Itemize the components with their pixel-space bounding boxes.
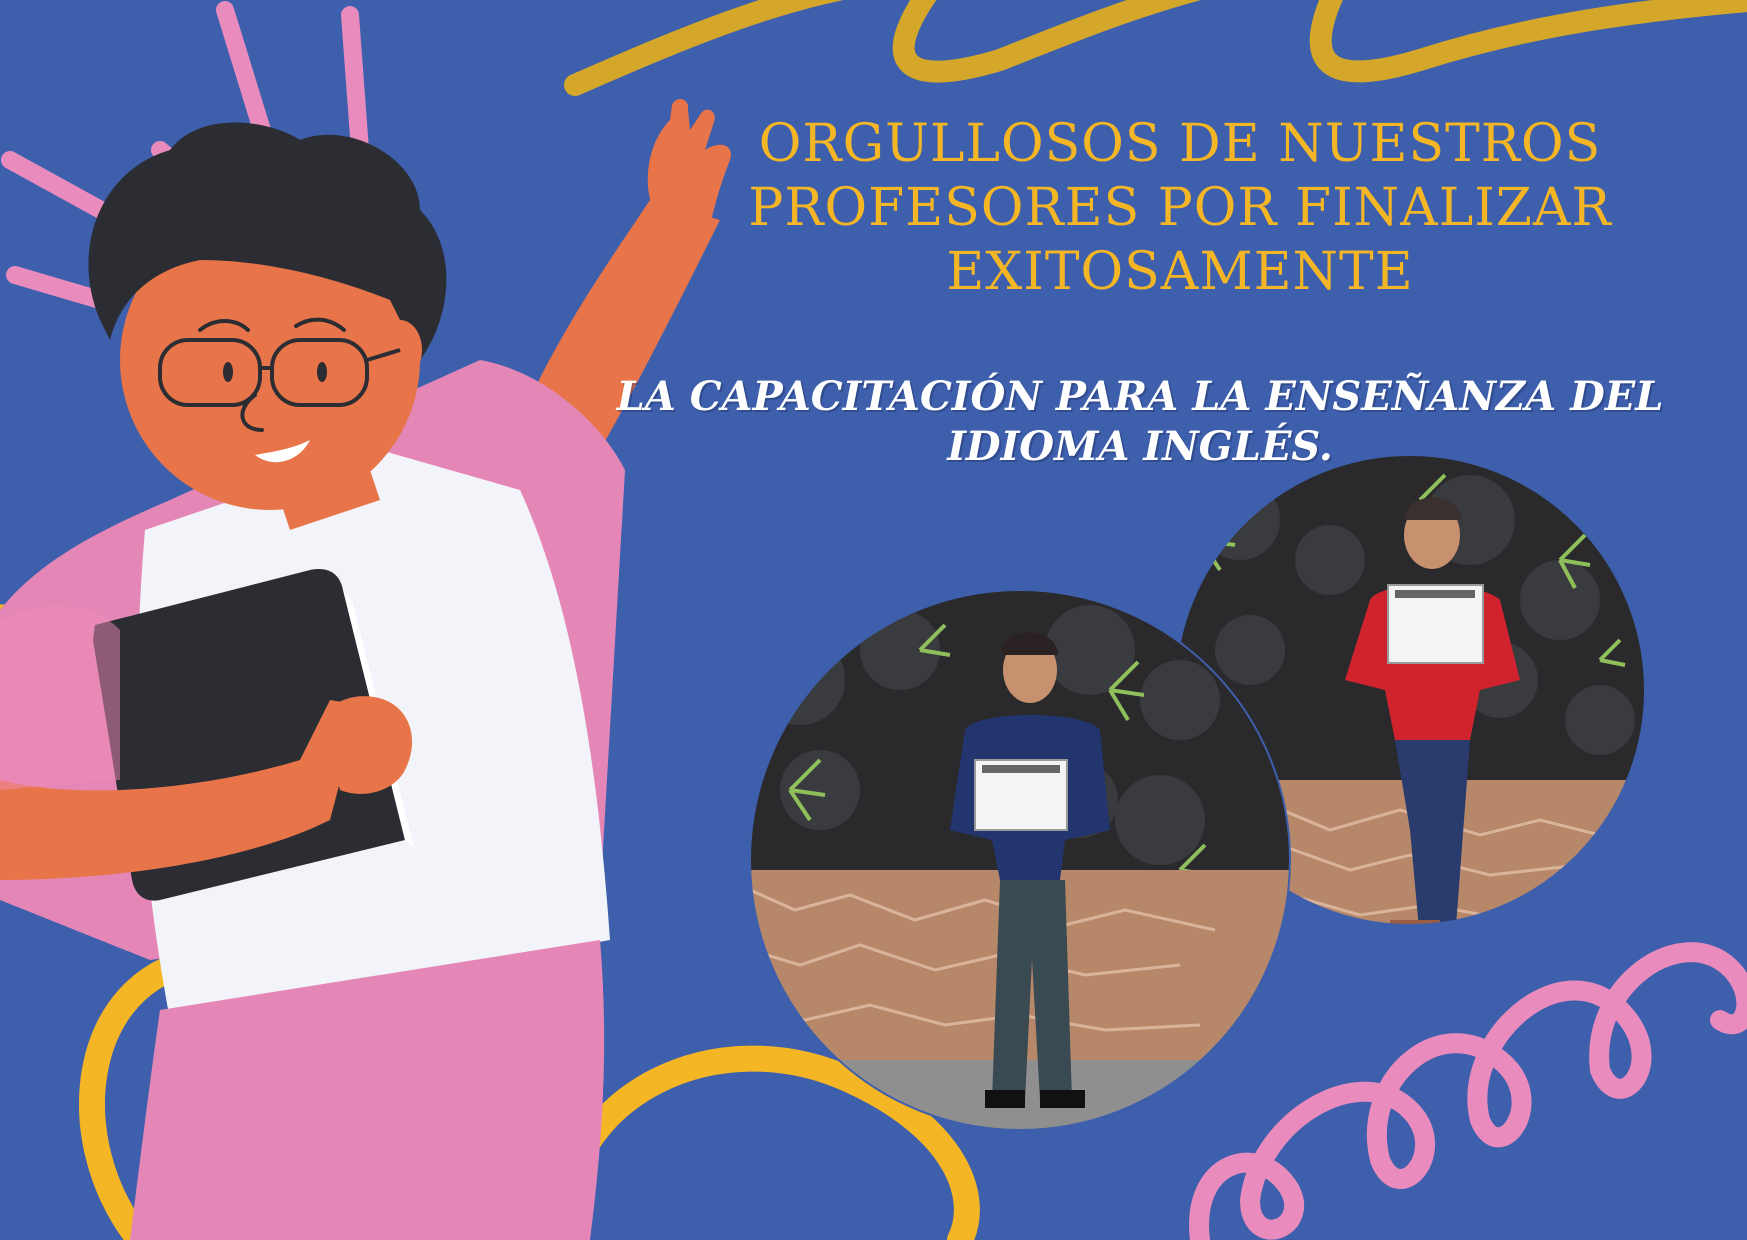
subheadline-line-2: IDIOMA INGLÉS. (947, 423, 1333, 470)
subheadline-line-1: LA CAPACITACIÓN PARA LA ENSEÑANZA DEL (616, 373, 1664, 420)
headline-line-2: PROFESORES POR FINALIZAR (748, 178, 1612, 238)
headline-line-1: ORGULLOSOS DE NUESTROS (758, 114, 1602, 174)
headline-line-3: EXITOSAMENTE (946, 242, 1414, 302)
